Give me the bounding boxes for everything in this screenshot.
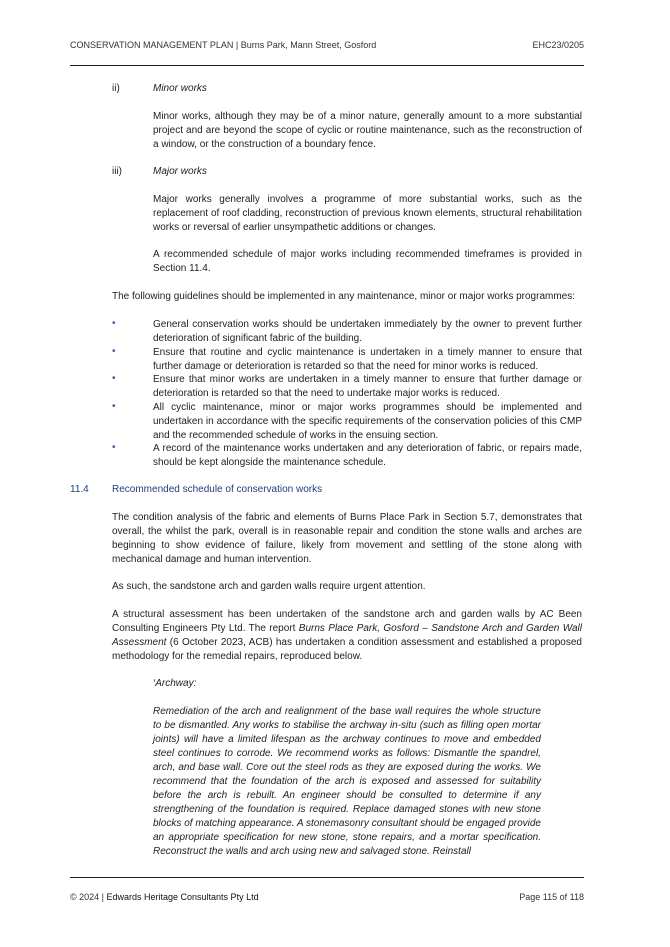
item-number: iii): [112, 166, 122, 177]
header-title: CONSERVATION MANAGEMENT PLAN | Burns Park, Mann Street, Gosford: [70, 40, 377, 50]
page-footer: [70, 892, 584, 902]
footer-rule: [70, 877, 584, 878]
copyright: © 2024 |: [70, 892, 107, 902]
item-paragraph: Major works generally involves a programme of more substantial works, such as the replacement of roof cladding, reconstruction of previous known elements, structural rehabilitation works or reversal of earlier unsympathetic additions or changes.: [153, 194, 582, 233]
item-title: Major works: [153, 166, 207, 177]
quote-heading: ‘Archway:: [153, 678, 197, 689]
section-title: Recommended schedule of conservation works: [112, 484, 323, 495]
company-name: Edwards Heritage Consultants Pty Ltd: [106, 892, 259, 902]
header-reference: EHC23/0205: [532, 40, 584, 50]
item-title: Minor works: [153, 83, 207, 94]
section-number: 11.4: [70, 484, 89, 495]
header-rule: [70, 65, 584, 66]
list-item: Ensure that minor works are undertaken in a timely manner to ensure that further damage or deterioration is retarded so that the need to undertake major works is reduced.: [153, 374, 582, 399]
quote-paragraph: Remediation of the arch and realignment of the base wall requires the whole structure to be dismantled. Any works to stabilise the archway in-situ (such as filling open mortar joints) will have a limited lifespan as the archway continues to move and embedded steel continues to corrode. We recommend works as follows: Dismantle the spandrel, arch, and base wall. Core out the steel rods as they are exposed during the works. We recommend that the foundation of the arch is exposed and assessed for suitability before the arch is rebuilt. An engineer should be consulted to determine if any strengthening of the foundation is required. Replace damaged stones with new stone blocks of matching appearance. A stonemasonry consultant should be engaged provide an appropriate specification for new stone, stone repairs, and a mortar specification. Reconstruct the walls and arch using new and salvaged stone. Reinstall: [153, 706, 541, 857]
footer-left: [70, 892, 259, 902]
section-paragraph: As such, the sandstone arch and garden walls require urgent attention.: [112, 581, 426, 592]
bullet-dot: •: [112, 442, 116, 453]
list-item: General conservation works should be undertaken immediately by the owner to prevent further deterioration of significant fabric of the building.: [153, 319, 582, 344]
section-paragraph: [112, 608, 582, 664]
item-number: ii): [112, 83, 120, 94]
bullet-dot: •: [112, 373, 116, 384]
paragraph-text: A structural assessment has been undertaken of the sandstone arch and garden walls by AC Been Consulting Engineers Pty Ltd. The report: [112, 609, 582, 634]
list-item: Ensure that routine and cyclic maintenance is undertaken in a timely manner to ensure that further damage or deterioration is retarded so that the need for minor works is reduced.: [153, 347, 582, 372]
bullet-dot: •: [112, 346, 116, 357]
paragraph-text: (6 October 2023, ACB) has undertaken a condition assessment and established a proposed methodology for the remedial repairs, reproduced below.: [112, 637, 582, 662]
bullet-dot: •: [112, 401, 116, 412]
list-item: A record of the maintenance works undertaken and any deterioration of fabric, or repairs made, should be kept alongside the maintenance schedule.: [153, 443, 582, 468]
report-title: Burns Place Park, Gosford – Sandstone Arch and Garden Wall Assessment: [112, 623, 582, 648]
page-number: Page 115 of 118: [519, 892, 584, 902]
bullet-dot: •: [112, 318, 116, 329]
section-paragraph: The condition analysis of the fabric and elements of Burns Place Park in Section 5.7, demonstrates that overall, the whilst the park, overall is in reasonable repair and condition the stone walls and arches are beginning to show evidence of failure, likely from movement and settling of the stone along with mechanical damage and human intervention.: [112, 512, 582, 565]
guidelines-intro: The following guidelines should be implemented in any maintenance, minor or major works programmes:: [112, 291, 576, 302]
page-header: [70, 40, 584, 50]
item-paragraph: A recommended schedule of major works including recommended timeframes is provided in Section 11.4.: [153, 249, 582, 274]
list-item: All cyclic maintenance, minor or major works programmes should be implemented and undertaken in accordance with the specific requirements of the conservation policies of this CMP and the recommended schedule of works in the ensuing section.: [153, 402, 582, 441]
item-paragraph: Minor works, although they may be of a minor nature, generally amount to a more substantial project and are beyond the scope of cyclic or routine maintenance, such as the reconstruction of a window, or the construction of a boundary fence.: [153, 111, 582, 150]
